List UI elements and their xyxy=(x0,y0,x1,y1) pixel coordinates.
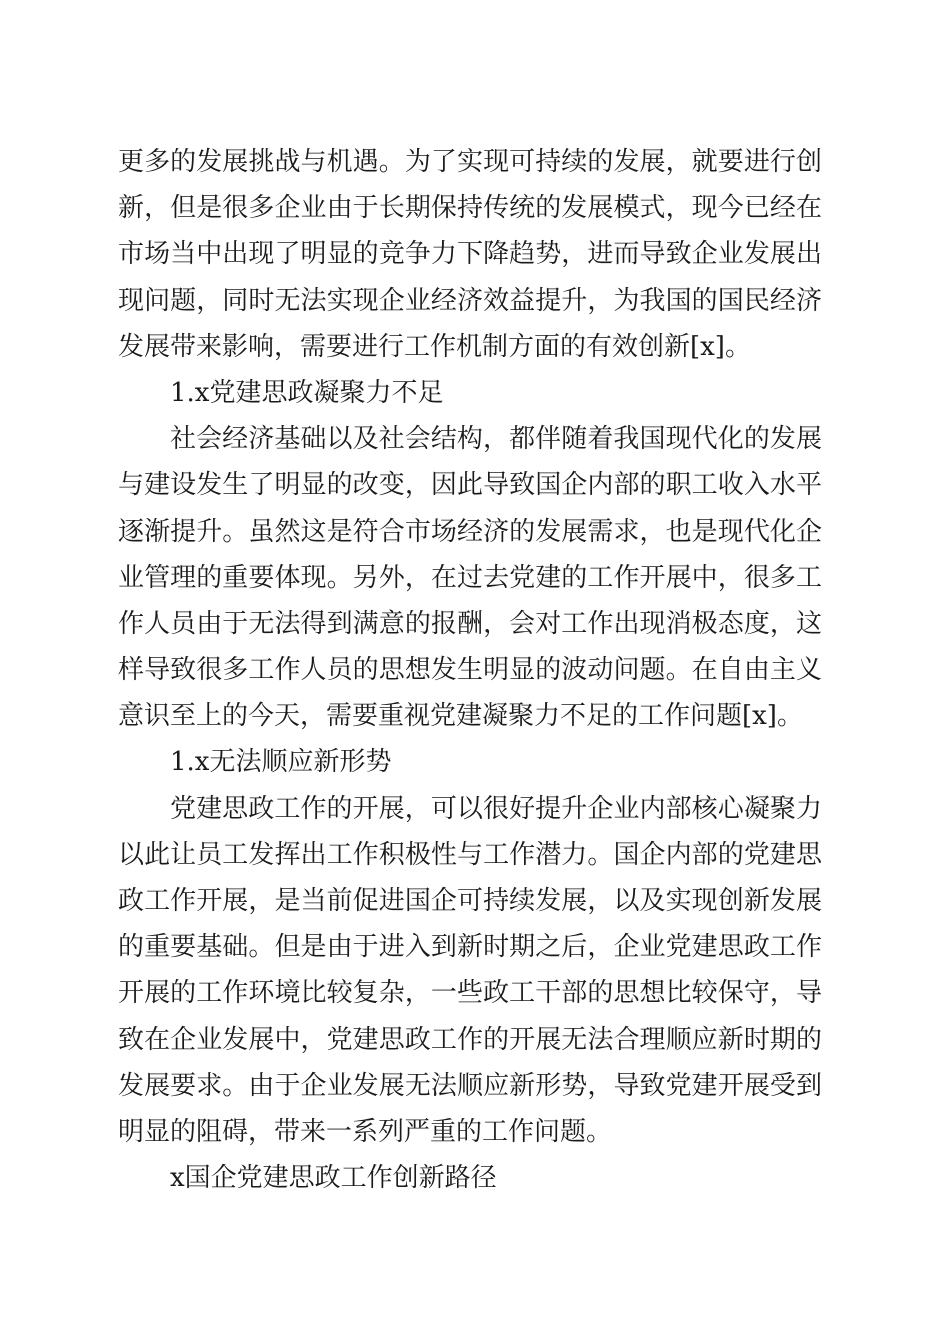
text-line: 现问题，同时无法实现企业经济效益提升，为我国的国民经济 xyxy=(118,285,822,316)
document-body xyxy=(118,139,822,1201)
section-heading-cohesion: 1.x党建思政凝聚力不足 xyxy=(170,377,444,408)
text-line: 开展的工作环境比较复杂，一些政工干部的思想比较保守，导 xyxy=(118,978,822,1009)
paragraph-continuation xyxy=(118,139,822,370)
text-line: 发展带来影响，需要进行工作机制方面的有效创新[x]。 xyxy=(118,331,751,362)
section-heading-new-situation: 1.x无法顺应新形势 xyxy=(170,747,392,778)
text-line: 以此让员工发挥出工作积极性与工作潜力。国企内部的党建思 xyxy=(118,839,822,870)
text-line: 样导致很多工作人员的思想发生明显的波动问题。在自由主义 xyxy=(118,655,822,686)
text-line: 致在企业发展中，党建思政工作的开展无法合理顺应新时期的 xyxy=(118,1024,822,1055)
paragraph-cohesion xyxy=(118,416,822,739)
text-line: 作人员由于无法得到满意的报酬，会对工作出现消极态度，这 xyxy=(118,608,822,639)
text-line: 社会经济基础以及社会结构，都伴随着我国现代化的发展 xyxy=(170,424,822,455)
text-line: 意识至上的今天，需要重视党建凝聚力不足的工作问题[x]。 xyxy=(118,701,803,732)
text-line: 新，但是很多企业由于长期保持传统的发展模式，现今已经在 xyxy=(118,193,822,224)
text-line: 更多的发展挑战与机遇。为了实现可持续的发展，就要进行创 xyxy=(118,147,822,177)
text-line: 明显的阻碍，带来一系列严重的工作问题。 xyxy=(118,1116,613,1147)
section-heading-innovation-path: x国企党建思政工作创新路径 xyxy=(170,1163,497,1194)
text-line: 业管理的重要体现。另外，在过去党建的工作开展中，很多工 xyxy=(118,562,822,593)
text-line: 的重要基础。但是由于进入到新时期之后，企业党建思政工作 xyxy=(118,932,822,963)
text-line: 与建设发生了明显的改变，因此导致国企内部的职工收入水平 xyxy=(118,470,822,501)
paragraph-new-situation xyxy=(118,786,822,1156)
text-line: 市场当中出现了明显的竞争力下降趋势，进而导致企业发展出 xyxy=(118,239,822,270)
text-line: 党建思政工作的开展，可以很好提升企业内部核心凝聚力 xyxy=(170,793,822,824)
text-line: 发展要求。由于企业发展无法顺应新形势，导致党建开展受到 xyxy=(118,1070,822,1101)
text-line: 政工作开展，是当前促进国企可持续发展，以及实现创新发展 xyxy=(118,886,822,916)
text-line: 逐渐提升。虽然这是符合市场经济的发展需求，也是现代化企 xyxy=(118,516,822,547)
